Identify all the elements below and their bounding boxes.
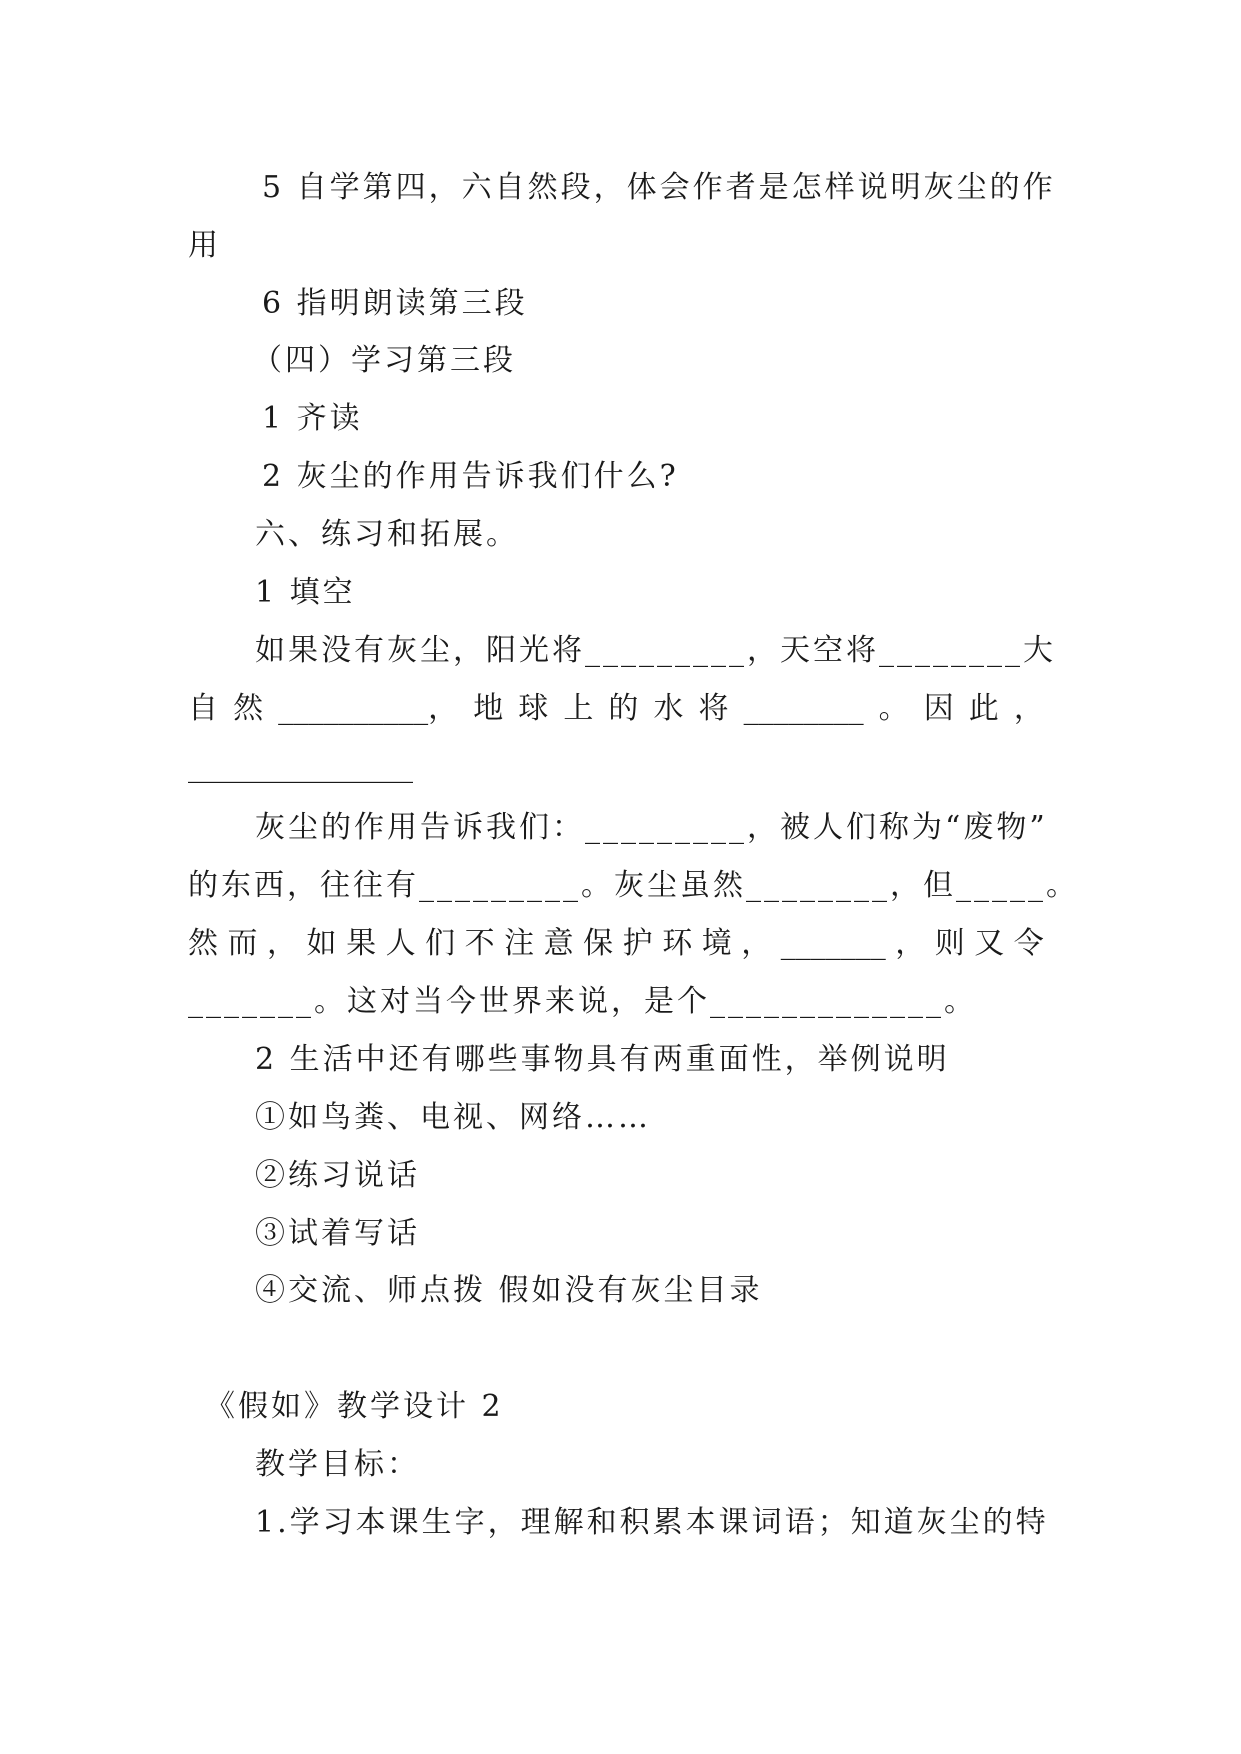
text-line: 1 填空 — [255, 575, 356, 610]
text-line: 用 — [188, 228, 221, 263]
text-line: 1.学习本课生字，理解和积累本课词语；知道灰尘的特 — [255, 1505, 1049, 1540]
text-line: 6 指明朗读第三段 — [262, 286, 528, 321]
list-item: ③试着写话 — [255, 1216, 420, 1251]
text-line: 1 齐读 — [262, 401, 363, 436]
blank-line: _______________ — [188, 749, 413, 784]
text-line: 2 生活中还有哪些事物具有两重面性，举例说明 — [255, 1042, 950, 1077]
fill-blank-line: 的东西，往往有_________。灰尘虽然________，但_____。 — [188, 868, 1079, 903]
list-item: ①如鸟粪、电视、网络…… — [255, 1100, 651, 1135]
fill-blank-line: 如果没有灰尘，阳光将_________，天空将________大 — [255, 633, 1056, 668]
fill-blank-line: _______。这对当今世界来说，是个_____________。 — [188, 984, 977, 1019]
fill-blank-line: 灰尘的作用告诉我们：_________，被人们称为“废物” — [255, 810, 1048, 845]
text-line: 5 自学第四，六自然段，体会作者是怎样说明灰尘的作 — [262, 170, 1056, 205]
fill-blank-justified-line: 自 然 __________， 地 球 上 的 水 将 ________ 。 因 此 ， — [188, 691, 1044, 726]
fill-blank-justified-line: 然 而 ， 如 果 人 们 不 注 意 保 护 环 境 ， _______ ， 则 又 令 — [188, 926, 1044, 961]
section-title: 《假如》教学设计 2 — [205, 1389, 504, 1424]
list-item: ④交流、师点拨 假如没有灰尘目录 — [255, 1273, 763, 1308]
text-line: （四）学习第三段 — [252, 343, 516, 378]
text-line: 教学目标： — [255, 1447, 420, 1482]
text-line: 2 灰尘的作用告诉我们什么? — [262, 459, 679, 494]
section-heading: 六、练习和拓展。 — [255, 517, 519, 552]
list-item: ②练习说话 — [255, 1158, 420, 1193]
